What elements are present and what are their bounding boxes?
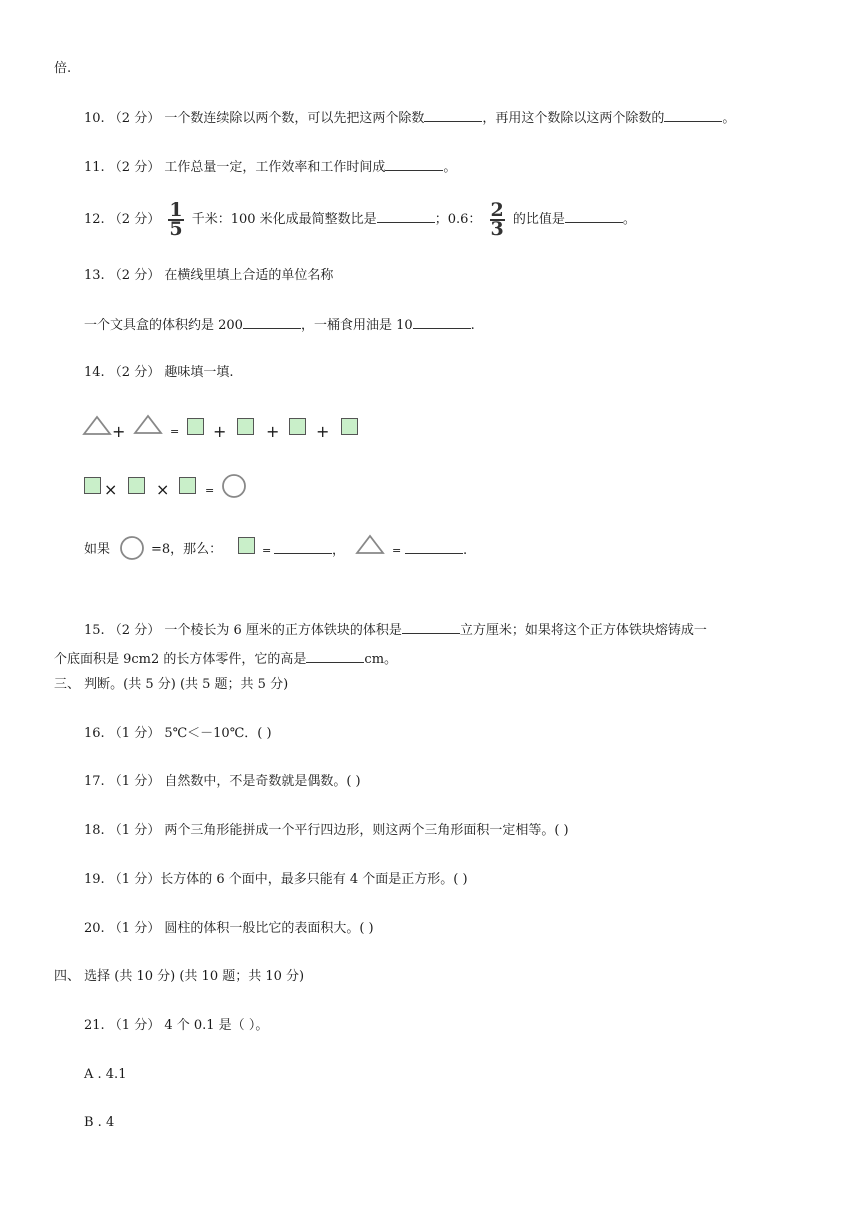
section-4-heading: 四、 选择 (共 10 分) (共 10 题；共 10 分) bbox=[54, 969, 305, 984]
times-sign: × bbox=[104, 480, 118, 499]
circle-icon bbox=[221, 473, 247, 499]
q15-blank-2[interactable] bbox=[306, 650, 364, 663]
square-icon bbox=[84, 477, 101, 494]
q14-blank-square[interactable] bbox=[274, 541, 332, 554]
triangle-icon bbox=[133, 413, 163, 435]
fraction-denominator: 5 bbox=[169, 217, 183, 240]
fraction-numerator: 2 bbox=[490, 198, 504, 221]
question-12 bbox=[84, 200, 636, 240]
option-a[interactable]: A . 4.1 bbox=[84, 1067, 127, 1082]
plus-sign: + bbox=[112, 422, 126, 441]
q10-text-3: 。 bbox=[722, 111, 736, 126]
question-18: 18. （1 分） 两个三角形能拼成一个平行四边形，则这两个三角形面积一定相等。( ) bbox=[84, 823, 569, 838]
q13-text-1: 一个文具盒的体积约是 200 bbox=[84, 318, 243, 333]
q13-text-2: ，一桶食用油是 10 bbox=[300, 318, 413, 333]
q11-blank[interactable] bbox=[385, 158, 443, 171]
q14-answer-row bbox=[274, 541, 345, 560]
question-21: 21. （1 分） 4 个 0.1 是（ ）。 bbox=[84, 1018, 269, 1033]
square-icon bbox=[341, 418, 358, 435]
equals-sign: = bbox=[262, 544, 272, 557]
q11-text-1: 11. （2 分） 工作总量一定，工作效率和工作时间成 bbox=[84, 160, 386, 175]
q12-blank-2[interactable] bbox=[565, 210, 623, 223]
option-b[interactable]: B . 4 bbox=[84, 1115, 115, 1130]
q15-blank-1[interactable] bbox=[402, 621, 460, 634]
q12-text-1: 千米：100 米化成最简整数比是 bbox=[191, 212, 377, 227]
square-icon bbox=[237, 418, 254, 435]
question-14: 14. （2 分） 趣味填一填. bbox=[84, 365, 234, 380]
q13-text-3: . bbox=[470, 318, 475, 333]
times-sign: × bbox=[156, 480, 170, 499]
section-3-heading: 三、 判断。(共 5 分) (共 5 题；共 5 分) bbox=[54, 677, 289, 692]
q10-text-2: ，再用这个数除以这两个除数的 bbox=[482, 111, 665, 126]
question-15 bbox=[84, 621, 707, 640]
q12-text-3: 的比值是 bbox=[512, 212, 565, 227]
square-icon bbox=[289, 418, 306, 435]
triangle-icon bbox=[82, 414, 112, 436]
carryover-text: 倍. bbox=[54, 61, 72, 76]
q14-answer-row-2 bbox=[405, 541, 467, 560]
plus-sign: + bbox=[213, 422, 227, 441]
triangle-icon bbox=[355, 533, 385, 555]
q15-text-2: 立方厘米；如果将这个正方体铁块熔铸成一 bbox=[459, 623, 707, 638]
equals-sign: = bbox=[205, 484, 215, 497]
q14-if-text: 如果 bbox=[84, 542, 111, 557]
q15-text-1: 15. （2 分） 一个棱长为 6 厘米的正方体铁块的体积是 bbox=[84, 623, 402, 638]
question-15-cont bbox=[54, 650, 397, 669]
square-icon bbox=[187, 418, 204, 435]
square-icon bbox=[128, 477, 145, 494]
fraction-two-thirds bbox=[490, 198, 505, 240]
q14-blank-triangle[interactable] bbox=[405, 541, 463, 554]
q12-text-4: 。 bbox=[622, 212, 636, 227]
q15-text-4: cm。 bbox=[364, 652, 398, 667]
q13-blank-1[interactable] bbox=[243, 316, 301, 329]
q10-blank-2[interactable] bbox=[664, 109, 722, 122]
q12-label: 12. （2 分） bbox=[84, 212, 161, 227]
q11-text-2: 。 bbox=[443, 160, 457, 175]
square-icon bbox=[238, 537, 255, 554]
q10-blank-1[interactable] bbox=[424, 109, 482, 122]
q15-text-3: 个底面积是 9cm2 的长方体零件，它的高是 bbox=[54, 652, 307, 667]
question-20: 20. （1 分） 圆柱的体积一般比它的表面积大。( ) bbox=[84, 921, 374, 936]
fraction-one-fifth bbox=[168, 198, 183, 240]
q14-comma: ， bbox=[332, 543, 346, 558]
fraction-numerator: 1 bbox=[169, 198, 183, 221]
question-13: 13. （2 分） 在横线里填上合适的单位名称 bbox=[84, 268, 334, 283]
fraction-denominator: 3 bbox=[490, 217, 504, 240]
question-11 bbox=[84, 158, 456, 177]
question-13-sub bbox=[84, 316, 475, 335]
q14-then-text: =8，那么： bbox=[151, 542, 223, 557]
q13-blank-2[interactable] bbox=[413, 316, 471, 329]
q14-end: . bbox=[463, 543, 468, 558]
q12-blank-1[interactable] bbox=[377, 210, 435, 223]
square-icon bbox=[179, 477, 196, 494]
plus-sign: + bbox=[316, 422, 330, 441]
q12-text-2: ；0.6： bbox=[434, 212, 482, 227]
question-10 bbox=[84, 109, 735, 128]
question-19: 19. （1 分）长方体的 6 个面中，最多只能有 4 个面是正方形。( ) bbox=[84, 872, 468, 887]
q10-text-1: 10. （2 分） 一个数连续除以两个数，可以先把这两个除数 bbox=[84, 111, 425, 126]
question-17: 17. （1 分） 自然数中，不是奇数就是偶数。( ) bbox=[84, 774, 361, 789]
circle-icon bbox=[119, 535, 145, 561]
question-16: 16. （1 分） 5℃＜－10℃．( ) bbox=[84, 726, 272, 741]
equals-sign: = bbox=[392, 544, 402, 557]
plus-sign: + bbox=[266, 422, 280, 441]
equals-sign: = bbox=[170, 425, 180, 438]
